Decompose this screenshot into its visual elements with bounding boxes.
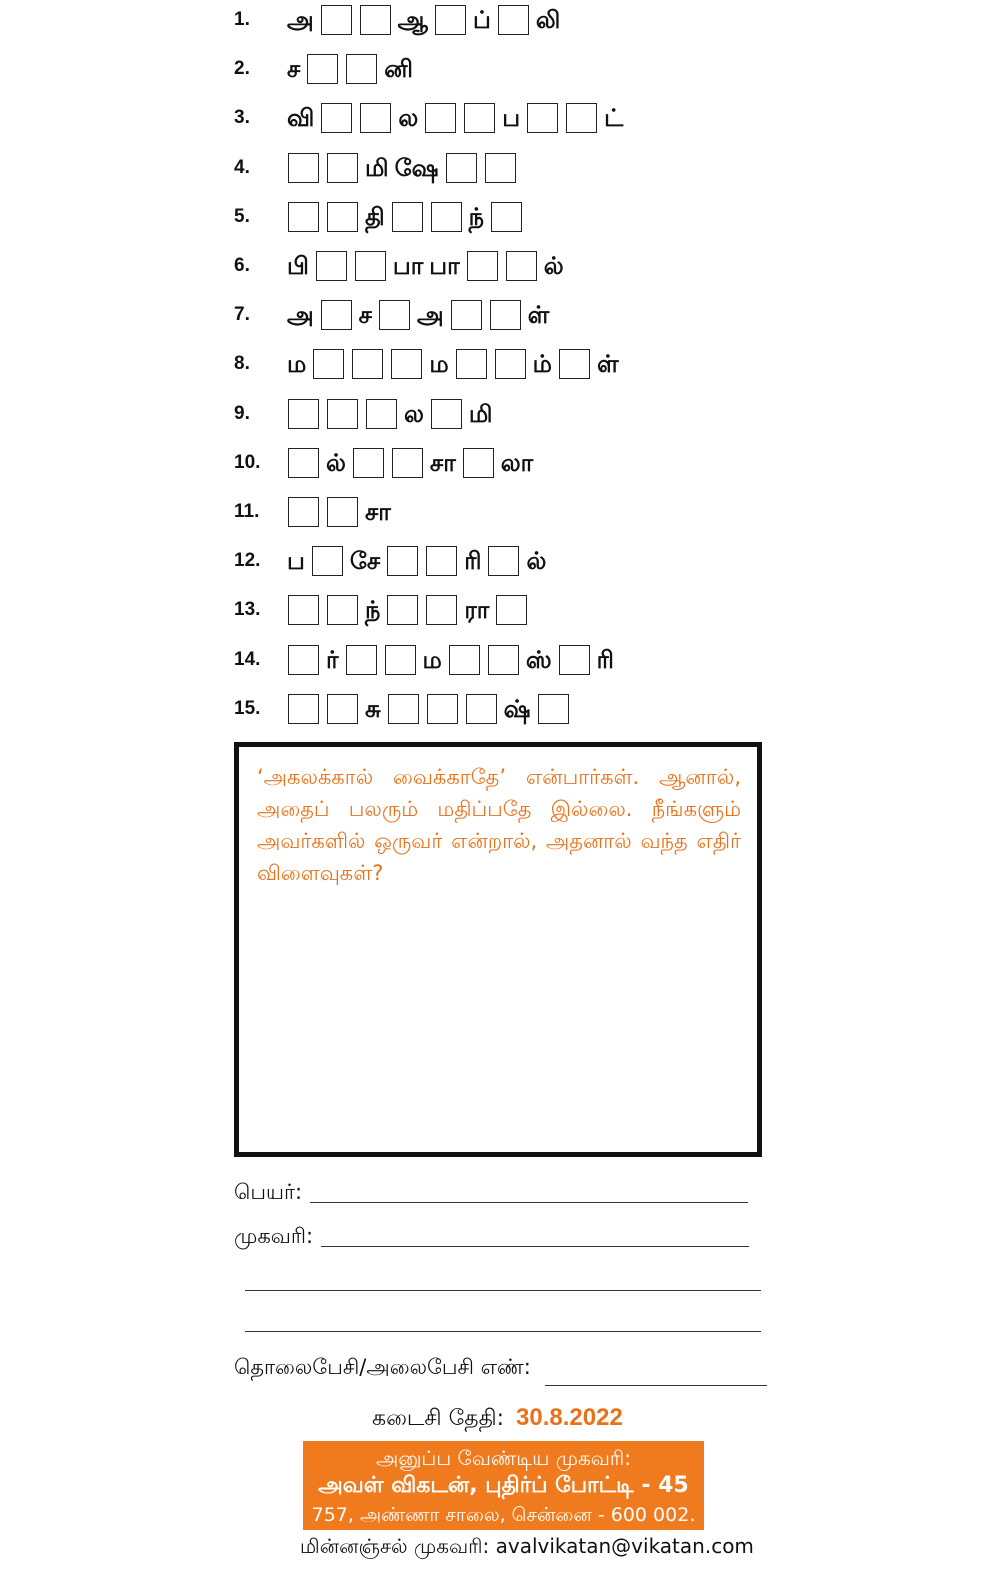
puzzle-cells: [284, 349, 622, 379]
puzzle-row-number: 14.: [234, 648, 261, 670]
letter-box[interactable]: [488, 546, 519, 576]
letter-box[interactable]: [466, 694, 497, 724]
letter-box[interactable]: [288, 448, 319, 478]
given-letter: சா: [429, 448, 456, 477]
puzzle-row: [234, 541, 549, 581]
puzzle-row: [234, 640, 617, 680]
puzzle-cells: [284, 153, 520, 183]
letter-box[interactable]: [496, 595, 527, 625]
letter-box[interactable]: [321, 300, 352, 330]
letter-box[interactable]: [288, 399, 319, 429]
question-text: ‘அகலக்கால் வைக்காதே’ என்பார்கள். ஆனால், அதைப் பலரும் மதிப்பதே இல்லை. நீங்களும் அவர்களில் ஒருவர் என்றால், அதனால் வந்த எதிர் விளைவுகள்?: [257, 765, 741, 885]
puzzle-row-number: 8.: [234, 353, 250, 375]
letter-box[interactable]: [463, 448, 494, 478]
letter-box[interactable]: [538, 694, 569, 724]
name-label: பெயர்:: [234, 1180, 303, 1204]
given-letter: லா: [500, 448, 534, 477]
puzzle-row-number: 6.: [234, 255, 250, 276]
send-to-name: அவள் விகடன், புதிர்ப் போட்டி - 45: [318, 1473, 689, 1498]
puzzle-cells: [284, 5, 563, 35]
letter-box[interactable]: [312, 546, 343, 576]
name-field[interactable]: [234, 1180, 748, 1207]
given-letter: ரி: [596, 645, 614, 674]
letter-box[interactable]: [385, 645, 416, 675]
puzzle-cells: [284, 546, 549, 576]
given-letter: னி: [384, 55, 414, 84]
given-letter: சா: [365, 498, 391, 526]
given-letter: சு: [365, 694, 381, 723]
given-letter: மி: [468, 399, 493, 428]
puzzle-row-number: 4.: [234, 156, 250, 178]
given-letter: ரா: [464, 596, 490, 625]
given-letter: மி: [365, 153, 389, 182]
given-letter: ஷே: [394, 153, 439, 182]
puzzle-row-number: 11.: [234, 501, 260, 522]
letter-box[interactable]: [313, 349, 344, 379]
puzzle-row: [234, 295, 552, 335]
given-letter: சே: [349, 547, 381, 576]
given-letter: அ: [416, 301, 444, 330]
puzzle-row-number: 15.: [234, 697, 261, 719]
puzzle-cells: [284, 54, 416, 84]
phone-line[interactable]: [545, 1385, 767, 1386]
given-letter: ல: [404, 399, 424, 428]
letter-box[interactable]: [327, 694, 358, 724]
letter-box[interactable]: [527, 103, 558, 133]
given-letter: பா: [429, 252, 460, 280]
letter-box[interactable]: [388, 694, 419, 724]
puzzle-row: [234, 443, 536, 483]
given-letter: வி: [287, 104, 315, 133]
given-letter: ம: [422, 645, 442, 674]
deadline-date: 30.8.2022: [516, 1404, 623, 1431]
given-letter: பா: [392, 252, 424, 280]
given-letter: ப: [287, 547, 305, 576]
given-letter: ப்: [473, 6, 491, 34]
letter-box[interactable]: [391, 349, 422, 379]
puzzle-row-number: 2.: [234, 58, 250, 80]
letter-box[interactable]: [566, 103, 597, 133]
letter-box[interactable]: [491, 202, 522, 232]
puzzle-row: [234, 0, 563, 40]
puzzle-row: [234, 98, 626, 138]
send-to-label: அனுப்ப வேண்டிய முகவரி:: [375, 1446, 632, 1470]
address-field[interactable]: [234, 1224, 749, 1251]
letter-box[interactable]: [559, 645, 590, 675]
puzzle-row: [234, 197, 526, 237]
letter-box[interactable]: [327, 595, 358, 625]
letter-box[interactable]: [307, 54, 338, 84]
letter-box[interactable]: [288, 645, 319, 675]
letter-box[interactable]: [353, 448, 384, 478]
puzzle-row-number: 13.: [234, 599, 261, 621]
letter-box[interactable]: [498, 5, 529, 35]
puzzle-cells: [284, 448, 536, 478]
letter-box[interactable]: [427, 694, 458, 724]
letter-box[interactable]: [360, 5, 391, 35]
letter-box[interactable]: [327, 202, 358, 232]
letter-box[interactable]: [288, 202, 319, 232]
puzzle-cells: [284, 399, 496, 429]
puzzle-cells: [284, 497, 394, 527]
puzzle-row: [234, 246, 567, 286]
letter-box[interactable]: [426, 546, 457, 576]
letter-box[interactable]: [321, 5, 352, 35]
puzzle-cells: [284, 645, 617, 675]
letter-box[interactable]: [288, 497, 319, 527]
puzzle-cells: [284, 595, 531, 625]
answer-box[interactable]: [234, 742, 762, 1157]
address-line-2[interactable]: [245, 1290, 761, 1291]
puzzle-cells: [284, 251, 567, 281]
puzzle-row-number: 3.: [234, 107, 250, 129]
given-letter: ல: [398, 104, 419, 133]
letter-box[interactable]: [446, 153, 477, 183]
puzzle-row: [234, 344, 622, 384]
given-letter: ர்: [326, 645, 339, 674]
letter-box[interactable]: [392, 202, 423, 232]
given-letter: ட்: [604, 104, 624, 133]
letter-box[interactable]: [485, 153, 516, 183]
email-address[interactable]: மின்னஞ்சல் முகவரி: avalvikatan@vikatan.com: [300, 1534, 754, 1558]
given-letter: ம: [287, 350, 307, 379]
letter-box[interactable]: [435, 5, 466, 35]
letter-box[interactable]: [456, 349, 487, 379]
letter-box[interactable]: [488, 645, 519, 675]
letter-box[interactable]: [490, 300, 521, 330]
letter-box[interactable]: [387, 595, 418, 625]
puzzle-cells: [284, 694, 573, 724]
puzzle-row-number: 1.: [234, 9, 250, 30]
given-letter: ச: [358, 301, 372, 330]
given-letter: ஆ: [397, 6, 429, 34]
letter-box[interactable]: [321, 103, 352, 133]
given-letter: ள்: [596, 350, 619, 379]
phone-label: தொலைபேசி/அலைபேசி எண்:: [234, 1355, 531, 1379]
given-letter: பி: [287, 252, 309, 280]
puzzle-row-number: 10.: [234, 451, 261, 473]
given-letter: ச: [287, 55, 301, 84]
letter-box[interactable]: [449, 645, 480, 675]
letter-box[interactable]: [288, 595, 319, 625]
given-letter: ஷ்: [503, 694, 531, 723]
given-letter: ரி: [464, 547, 482, 576]
send-to-address-box: [303, 1441, 704, 1530]
letter-box[interactable]: [426, 595, 457, 625]
address-line-1[interactable]: [321, 1246, 749, 1247]
letter-box[interactable]: [316, 251, 347, 281]
letter-box[interactable]: [366, 399, 397, 429]
letter-box[interactable]: [431, 399, 462, 429]
letter-box[interactable]: [387, 546, 418, 576]
letter-box[interactable]: [392, 448, 423, 478]
letter-box[interactable]: [327, 497, 358, 527]
given-letter: ம்: [532, 350, 552, 379]
letter-box[interactable]: [379, 300, 410, 330]
letter-box[interactable]: [327, 399, 358, 429]
letter-box[interactable]: [467, 251, 498, 281]
send-to-street: 757, அண்ணா சாலை, சென்னை - 600 002.: [311, 1504, 696, 1526]
letter-box[interactable]: [288, 694, 319, 724]
letter-box[interactable]: [346, 645, 377, 675]
letter-box[interactable]: [352, 349, 383, 379]
given-letter: ந்: [468, 202, 485, 231]
puzzle-row-number: 9.: [234, 402, 250, 424]
puzzle-row: [234, 49, 416, 89]
given-letter: ஸ்: [525, 645, 552, 674]
name-line[interactable]: [310, 1202, 748, 1203]
puzzle-row: [234, 394, 496, 434]
given-letter: ல்: [326, 448, 346, 477]
puzzle-row: [234, 492, 394, 532]
letter-box[interactable]: [559, 349, 590, 379]
given-letter: அ: [287, 6, 314, 34]
address-line-3[interactable]: [245, 1331, 761, 1332]
given-letter: ம: [429, 350, 449, 379]
letter-box[interactable]: [451, 300, 482, 330]
letter-box[interactable]: [346, 54, 377, 84]
letter-box[interactable]: [425, 103, 456, 133]
given-letter: அ: [287, 301, 314, 330]
address-label: முகவரி:: [234, 1224, 314, 1248]
letter-box[interactable]: [355, 251, 386, 281]
deadline: [372, 1404, 623, 1434]
letter-box[interactable]: [506, 251, 537, 281]
given-letter: ப: [502, 104, 521, 133]
puzzle-row: [234, 148, 520, 188]
given-letter: ள்: [527, 301, 550, 330]
given-letter: ல்: [526, 547, 547, 576]
puzzle-row: [234, 689, 573, 729]
letter-box[interactable]: [464, 103, 495, 133]
puzzle-cells: [284, 300, 552, 330]
phone-field[interactable]: [234, 1355, 767, 1382]
deadline-label: கடைசி தேதி:: [372, 1406, 505, 1431]
given-letter: தி: [365, 202, 385, 231]
given-letter: ந்: [365, 596, 381, 625]
puzzle-cells: [284, 103, 626, 133]
puzzle-row-number: 12.: [234, 550, 261, 572]
puzzle-row: [234, 590, 531, 630]
given-letter: லி: [535, 6, 561, 34]
letter-box[interactable]: [495, 349, 526, 379]
puzzle-cells: [284, 202, 526, 232]
letter-box[interactable]: [431, 202, 462, 232]
given-letter: ல்: [543, 252, 564, 280]
puzzle-row-number: 7.: [234, 304, 250, 326]
letter-box[interactable]: [360, 103, 391, 133]
puzzle-row-number: 5.: [234, 205, 250, 227]
letter-box[interactable]: [327, 153, 358, 183]
letter-box[interactable]: [288, 153, 319, 183]
